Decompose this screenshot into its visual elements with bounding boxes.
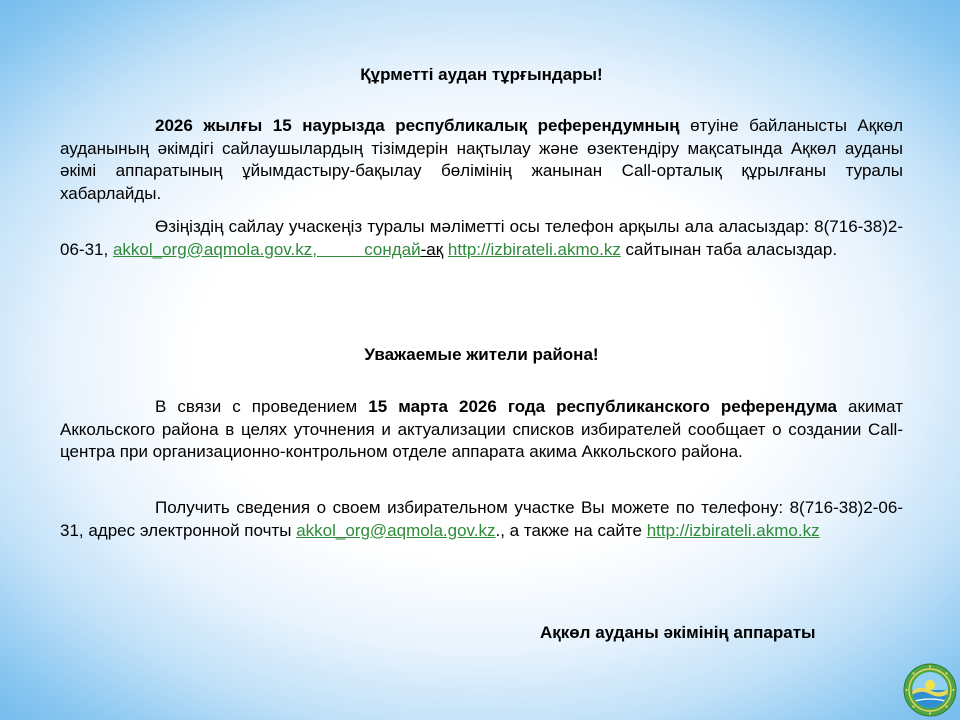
ru-p1-bold-text: 15 марта 2026 года республиканского референдума — [368, 397, 838, 416]
ru-p2-text: Получить сведения о своем избирательном участке Вы можете по телефону: 8(716-38)2-06-31, адрес электронной почты — [60, 498, 903, 540]
akkol-district-emblem-icon — [903, 663, 957, 717]
kz-link-gap — [317, 240, 364, 259]
ru-email-link[interactable]: akkol_org@aqmola.gov.kz — [296, 520, 496, 540]
kz-p2-end-text: сайтынан таба аласыздар. — [620, 239, 838, 259]
ru-p1-text: акимат Аккольского района в целях уточнения и актуализации списков избирателей сообщает о создании Call-центра при организационно-контрольном отделе аппарата акима Аккольского района. — [60, 397, 903, 461]
kz-site-link[interactable]: http://izbirateli.akmo.kz — [447, 239, 621, 259]
kz-p1-text: өтуіне байланысты Ақкөл ауданының әкімдігі сайлаушылардың тізімдерін нақтылау және өзектендіру мақсатында Ақкөл ауданы әкімі аппаратының ұйымдастыру-бақылау бөлімінің жанынан Call-орталық құрылғаны туралы хабарлайды. — [60, 116, 904, 203]
ru-p1-start-text: В связи с проведением — [155, 397, 369, 416]
signature-text: Ақкөл ауданы әкімінің аппараты — [540, 623, 816, 642]
slide — [60, 0, 903, 720]
ru-site-link[interactable]: http://izbirateli.akmo.kz — [646, 520, 820, 540]
kz-also-word-link[interactable]: сондай — [364, 239, 421, 259]
kz-email-link[interactable]: akkol_org@aqmola.gov.kz, — [112, 239, 317, 259]
kz-p2-text: Өзіңіздің сайлау учаскеңіз туралы мәліметті осы телефон арқылы ала аласыздар: 8(716-38)2-06-31, — [60, 217, 903, 259]
kz-also-suffix: -ақ — [420, 239, 444, 259]
ru-p2-mid-text: ., а также на сайте — [495, 520, 647, 540]
kz-paragraph-1 — [60, 115, 903, 205]
ru-paragraph-1 — [60, 396, 903, 464]
ru-greeting-heading: Уважаемые жители района! — [364, 345, 599, 364]
kz-paragraph-2 — [60, 216, 903, 261]
ru-paragraph-2 — [60, 497, 903, 542]
kz-greeting-heading: Құрметті аудан тұрғындары! — [360, 65, 603, 84]
kz-p1-bold-text: 2026 жылғы 15 наурызда республикалық референдумның — [155, 116, 680, 135]
